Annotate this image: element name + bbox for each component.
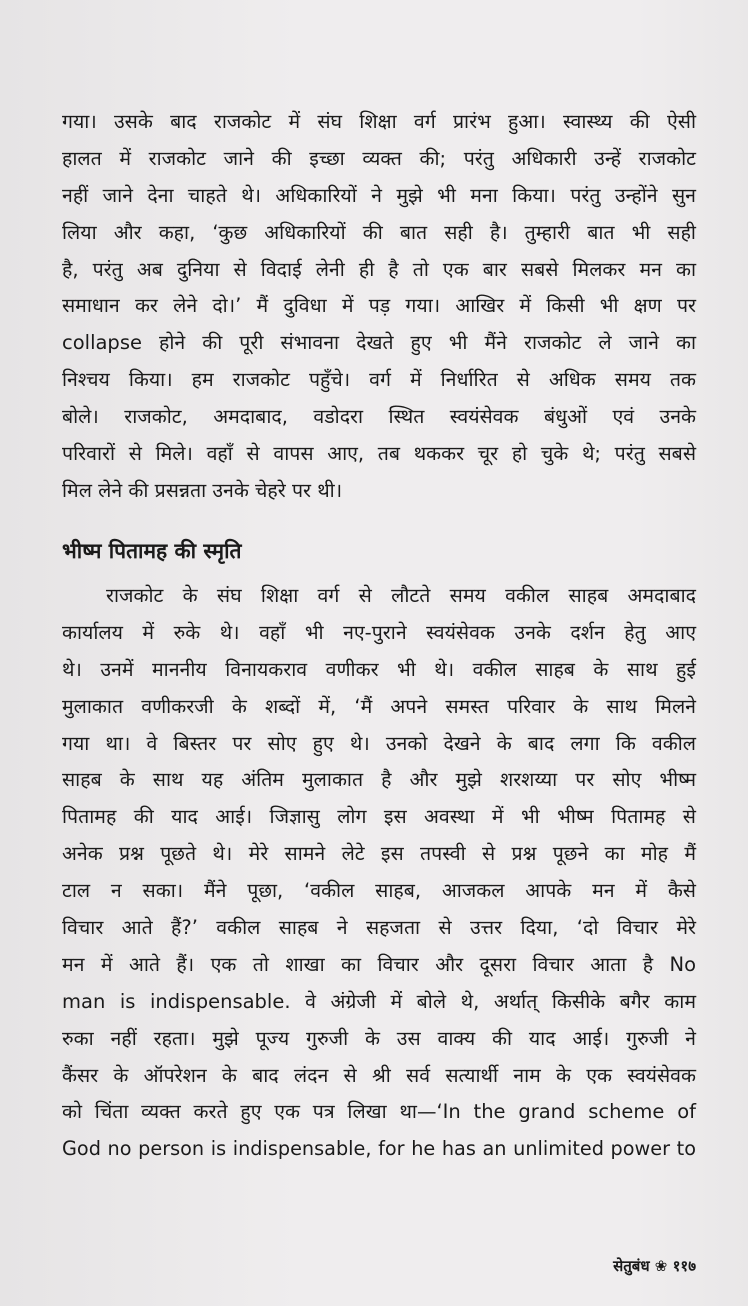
text-line: समाधान कर लेने दो।’ मैं दुविधा में पड़ गया। आखिर में किसी भी क्षण पर (62, 294, 696, 318)
text-line: गया था। वे बिस्तर पर सोए हुए थे। उनको देखने के बाद लगा कि वकील (62, 731, 696, 755)
page-number: ११७ (672, 1257, 696, 1275)
book-title: सेतुबंध (613, 1257, 650, 1275)
text-line: कार्यालय में रुके थे। वहाँ भी नए-पुराने स्वयंसेवक उनके दर्शन हेतु आए (62, 620, 696, 644)
paragraph-2 (62, 578, 696, 1168)
text-line: God no person is indispensable, for he has an unlimited power to (62, 1137, 696, 1161)
text-line: परिवारों से मिले। वहाँ से वापस आए, तब थककर चूर हो चुके थे; परंतु सबसे (62, 442, 696, 466)
text-line: बोले। राजकोट, अमदाबाद, वडोदरा स्थित स्वयंसेवक बंधुओं एवं उनके (62, 405, 696, 429)
text-line: मिल लेने की प्रसन्नता उनके चेहरे पर थी। (62, 478, 343, 502)
text-line: थे। उनमें माननीय विनायकराव वणीकर भी थे। वकील साहब के साथ हुई (62, 657, 696, 681)
text-line: विचार आते हैं?’ वकील साहब ने सहजता से उत्तर दिया, ‘दो विचार मेरे (62, 916, 696, 940)
text-line: टाल न सका। मैंने पूछा, ‘वकील साहब, आजकल आपके मन में कैसे (62, 879, 696, 903)
text-line: पितामह की याद आई। जिज्ञासु लोग इस अवस्था में भी भीष्म पितामह से (62, 805, 696, 829)
flower-ornament-icon: ❀ (654, 1257, 668, 1275)
text-line: है, परंतु अब दुनिया से विदाई लेनी ही है तो एक बार सबसे मिलकर मन का (62, 257, 696, 281)
text-line: मुलाकात वणीकरजी के शब्दों में, ‘मैं अपने समस्त परिवार के साथ मिलने (62, 694, 696, 718)
text-line: को चिंता व्यक्त करते हुए एक पत्र लिखा था—‘In the grand scheme of (62, 1100, 696, 1124)
text-line: राजकोट के संघ शिक्षा वर्ग से लौटते समय वकील साहब अमदाबाद (106, 584, 696, 607)
text-line: हालत में राजकोट जाने की इच्छा व्यक्त की; परंतु अधिकारी उन्हें राजकोट (62, 146, 696, 170)
text-line: man is indispensable. वे अंग्रेजी में बोले थे, अर्थात् किसीके बगैर काम (62, 989, 696, 1013)
text-line: गया। उसके बाद राजकोट में संघ शिक्षा वर्ग प्रारंभ हुआ। स्वास्थ्य की ऐसी (62, 110, 696, 133)
text-line: निश्चय किया। हम राजकोट पहुँचे। वर्ग में निर्धारित से अधिक समय तक (62, 368, 696, 392)
text-line: मन में आते हैं। एक तो शाखा का विचार और दूसरा विचार आता है No (62, 952, 696, 976)
section-heading: भीष्म पितामह की स्मृति (62, 539, 242, 563)
text-line: साहब के साथ यह अंतिम मुलाकात है और मुझे शरशय्या पर सोए भीष्म (62, 768, 696, 792)
page-footer (613, 1254, 696, 1278)
text-line: रुका नहीं रहता। मुझे पूज्य गुरुजी के उस वाक्य की याद आई। गुरुजी ने (62, 1026, 696, 1050)
text-line: collapse होने की पूरी संभावना देखते हुए भी मैंने राजकोट ले जाने का (62, 331, 696, 355)
text-line: कैंसर के ऑपरेशन के बाद लंदन से श्री सर्व सत्यार्थी नाम के एक स्वयंसेवक (62, 1063, 696, 1087)
text-line: लिया और कहा, ‘कुछ अधिकारियों की बात सही है। तुम्हारी बात भी सही (62, 220, 696, 244)
paragraph-1 (62, 104, 696, 510)
text-line: अनेक प्रश्न पूछते थे। मेरे सामने लेटे इस तपस्वी से प्रश्न पूछने का मोह मैं (62, 842, 696, 866)
text-line: नहीं जाने देना चाहते थे। अधिकारियों ने मुझे भी मना किया। परंतु उन्होंने सुन (62, 183, 696, 207)
